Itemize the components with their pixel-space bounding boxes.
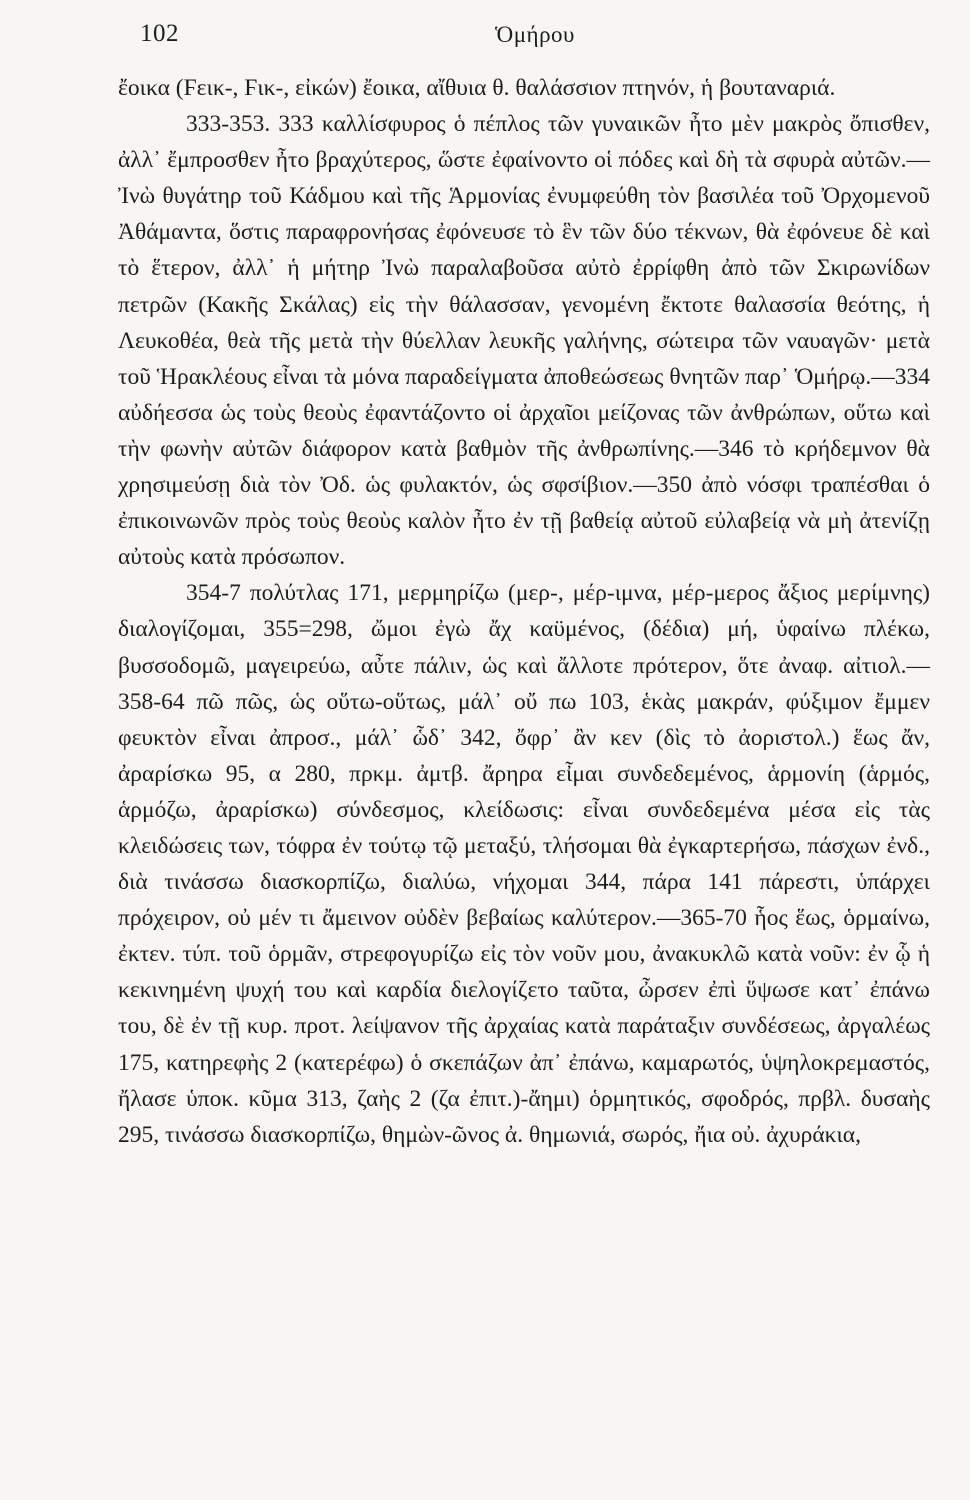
running-head: Ὁμήρου [495,22,575,47]
commentary-paragraph: ἔοικα (Ϝεικ-, Ϝικ-, εἰκών) ἔοικα, αἴθυια θ. θαλάσσιον πτηνόν, ἡ βουταναριά. [118,75,836,101]
commentary-body [118,70,930,1153]
commentary-paragraph: 333-353. 333 καλλίσφυρος ὁ πέπλος τῶν γυναικῶν ἦτο μὲν μακρὸς ὄπισθεν, ἀλλ᾽ ἔμπροσθεν ἦτο βραχύτερος, ὥστε ἐφαίνοντο οἱ πόδες καὶ δὴ τὰ σφυρὰ αὐτῶν.— Ἰνὼ θυγάτηρ τοῦ Κάδμου καὶ τῆς Ἁρμονίας ἐνυμφεύθη τὸν βασιλέα τοῦ Ὀρχομενοῦ Ἀθάμαντα, ὅστις παραφρονήσας ἐφόνευσε τὸ ἓν τῶν δύο τέκνων, θὰ ἐφόνευε δὲ καὶ τὸ ἕτερον, ἀλλ᾽ ἡ μήτηρ Ἰνὼ παραλαβοῦσα αὐτὸ ἐρρίφθη ἀπὸ τῶν Σκιρωνίδων πετρῶν (Κακῆς Σκάλας) εἰς τὴν θάλασσαν, γενομένη ἔκτοτε θαλασσία θεότης, ἡ Λευκοθέα, θεὰ τῆς μετὰ τὴν θύελλαν λευκῆς γαλήνης, σώτειρα τῶν ναυαγῶν· μετὰ τοῦ Ἡρακλέους εἶναι τὰ μόνα παραδείγματα ἀποθεώσεως θνητῶν παρ᾽ Ὁμήρῳ.—334 αὐδήεσσα ὡς τοὺς θεοὺς ἐφαντάζοντο οἱ ἀρχαῖοι μείζονας τῶν ἀνθρώπων, οὕτω καὶ τὴν φωνὴν αὐτῶν διάφορον κατὰ βαθμὸν τῆς ἀνθρωπίνης.—346 τὸ κρήδεμνον θὰ χρησιμεύσῃ διὰ τὸν Ὀδ. ὡς φυλακτόν, ὡς σφσίβιον.—350 ἀπὸ νόσφι τραπέσθαι ὁ ἐπικοινωνῶν πρὸς τοὺς θεοὺς καλὸν ἦτο ἐν τῇ βαθείᾳ αὐτοῦ εὐλαβείᾳ νὰ μὴ ἀτενίζῃ αὐτοὺς κατὰ πρόσωπον. [118,111,930,571]
commentary-paragraph: 354-7 πολύτλας 171, μερμηρίζω (μερ-, μέρ-ιμνα, μέρ-μερος ἄξιος μερίμνης) διαλογίζομαι, 355=298, ὤμοι ἐγὼ ἄχ καϋμένος, (δέδια) μή, ὑφαίνω πλέκω, βυσσοδομῶ, μαγειρεύω, αὖτε πάλιν, ὡς καὶ ἄλλοτε πρότερον, ὅτε ἀναφ. αἰτιολ.—358-64 πῶ πῶς, ὡς οὕτω-οὕτως, μάλ᾽ οὔ πω 103, ἑκὰς μακράν, φύξιμον ἔμμεν φευκτὸν εἶναι ἀπροσ., μάλ᾽ ὧδ᾽ 342, ὄφρ᾽ ἂν κεν (δὶς τὸ ἀοριστολ.) ἕως ἄν, ἀραρίσκω 95, α 280, πρκμ. ἀμτβ. ἄρηρα εἶμαι συνδεδεμένος, ἁρμονίη (ἁρμός, ἁρμόζω, ἀραρίσκω) σύνδεσμος, κλείδωσις: εἶναι συνδεδεμένα μέσα εἰς τὰς κλειδώσεις των, τόφρα ἐν τούτῳ τῷ μεταξύ, τλήσομαι θὰ ἐγκαρτερήσω, πάσχων ἐνδ., διὰ τινάσσω διασκορπίζω, διαλύω, νήχομαι 344, πάρα 141 πάρεστι, ὑπάρχει πρόχειρον, οὐ μέν τι ἄμεινον οὐδὲν βεβαίως καλύτερον.—365-70 ἧος ἕως, ὁρμαίνω, ἐκτεν. τύπ. τοῦ ὁρμᾶν, στρεφογυρίζω εἰς τὸν νοῦν μου, ἀνακυκλῶ κατὰ νοῦν: ἐν ᾧ ἡ κεκινημένη ψυχή του καὶ καρδία διελογίζετο ταῦτα, ὦρσεν ἐπὶ ὕψωσε κατ᾽ ἐπάνω του, δὲ ἐν τῇ κυρ. προτ. λείψανον τῆς ἀρχαίας κατὰ παράταξιν συνδέσεως, ἀργαλέως 175, κατηρεφὴς 2 (κατερέφω) ὁ σκεπάζων ἀπ᾽ ἐπάνω, καμαρωτός, ὑψηλοκρεμαστός, ἤλασε ὑποκ. κῦμα 313, ζαὴς 2 (ζα ἐπιτ.)-ἄημι) ὁρμητικός, σφοδρός, πρβλ. δυσαὴς 295, τινάσσω διασκορπίζω, θημὼν-ῶνος ἀ. θημωνιά, σωρός, ἤια οὐ. ἀχυράκια, [118,580,930,1148]
page-number: 102 [140,20,179,47]
page-header [140,18,930,52]
